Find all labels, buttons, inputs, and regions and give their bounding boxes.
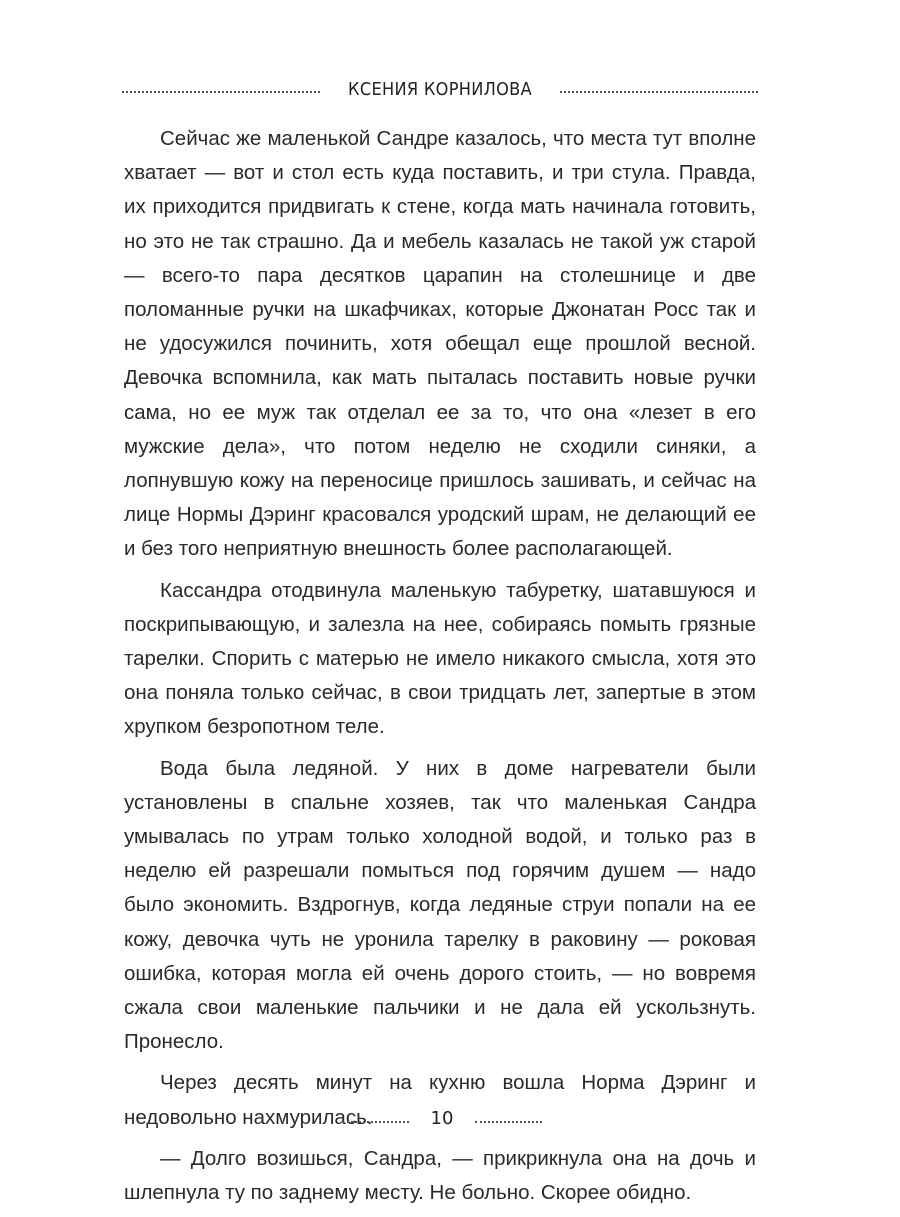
paragraph-5: — Долго возишься, Сандра, — прикрикнула она на дочь и шлепнула ту по заднему месту. Не больно. Скорее обидно. bbox=[124, 1146, 756, 1205]
author-name: КСЕНИЯ КОРНИЛОВА bbox=[348, 78, 532, 100]
paragraph-1: Сейчас же маленькой Сандре казалось, что места тут вполне хватает — вот и стол есть куда поставить, и три стула. Правда, их приходится придвигать к стене, когда мать начинала готовить, но это не так страшно. Да и мебель казалась не такой уж старой — всего-то пара десятков царапин на столешнице и две поломанные ручки на шкафчиках, которые Джонатан Росс так и не удосужился починить, хотя обещал еще прошлой весной. Девочка вспомнила, как мать пыталась поставить новые ручки сама, но ее муж так отделал ее за то, что она «лезет в его мужские дела», что потом неделю не сходили синяки, а лопнувшую кожу на переносице пришлось зашивать, и сейчас на лице Нормы Дэринг красовался уродский шрам, не делающий ее и без того неприятную внешность более располагающей. bbox=[124, 127, 756, 561]
footer-dots-left bbox=[342, 1121, 409, 1123]
page-footer bbox=[342, 1104, 542, 1132]
header-dots-left bbox=[122, 91, 320, 93]
paragraph-3: Вода была ледяной. У них в доме нагреватели были установлены в спальне хозяев, так что маленькая Сандра умывалась по утрам только холодной водой, и только раз в неделю ей разрешали помыться под горячим душем — надо было экономить. Вздрогнув, когда ледяные струи попали на ее кожу, девочка чуть не уронила тарелку в раковину — роковая ошибка, которая могла ей очень дорого стоить, — но вовремя сжала свои маленькие пальчики и не дала ей ускользнуть. Пронесло. bbox=[124, 756, 756, 1054]
paragraph-2: Кассандра отодвинула маленькую табуретку, шатавшуюся и поскрипывающую, и залезла на нее, собираясь помыть грязные тарелки. Спорить с матерью не имело никакого смысла, хотя это она поняла только сейчас, в свои тридцать лет, запертые в этом хрупком безропотном теле. bbox=[124, 578, 756, 739]
paragraph-4: Через десять минут на кухню вошла Норма Дэринг и недовольно нахмурилась. bbox=[124, 1071, 756, 1129]
running-header bbox=[122, 74, 758, 104]
footer-dots-right bbox=[475, 1121, 542, 1123]
header-dots-right bbox=[560, 91, 758, 93]
page-body bbox=[124, 122, 756, 1217]
page-number: 10 bbox=[430, 1107, 454, 1129]
